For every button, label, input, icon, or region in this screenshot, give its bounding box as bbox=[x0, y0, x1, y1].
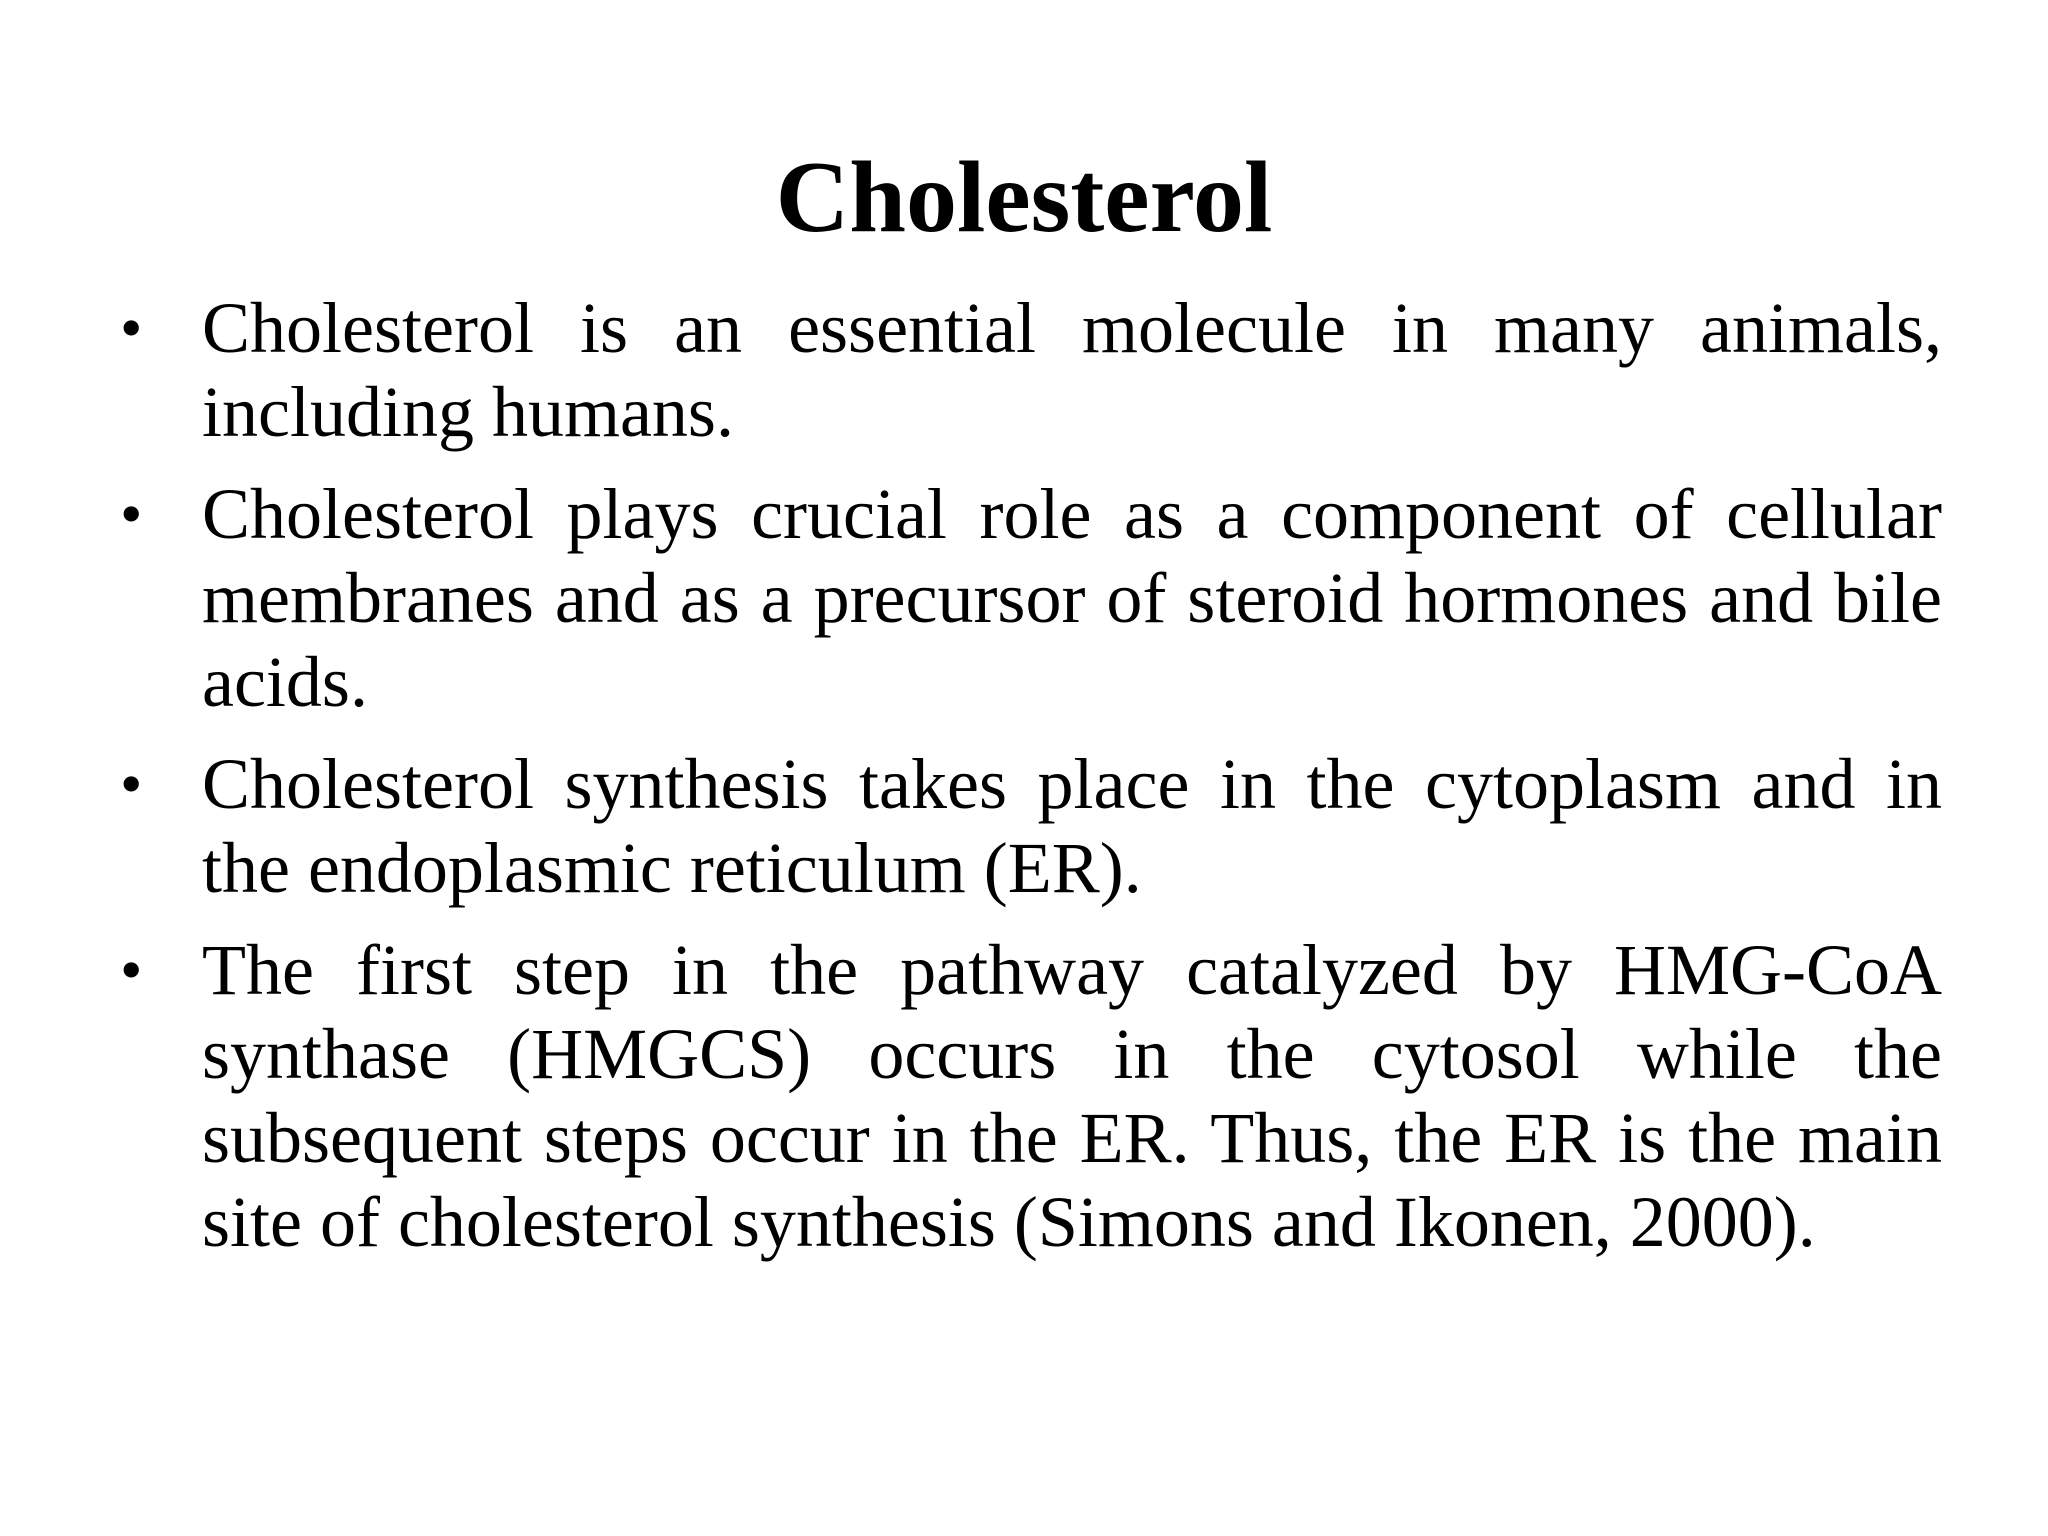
bullet-icon: • bbox=[120, 748, 143, 819]
slide-title: Cholesterol bbox=[775, 141, 1273, 254]
bullet-text: Cholesterol synthesis takes place in the cytoplasm and in the endoplasmic reticulum (ER). bbox=[202, 744, 1942, 908]
bullet-item bbox=[110, 286, 1942, 454]
bullet-icon: • bbox=[120, 478, 143, 549]
bullet-text: Cholesterol plays crucial role as a component of cellular membranes and as a precursor of steroid hormones and bile acids. bbox=[202, 474, 1942, 722]
bullet-text: The first step in the pathway catalyzed by HMG-CoA synthase (HMGCS) occurs in the cytosol while the subsequent steps occur in the ER. Thus, the ER is the main site of cholesterol synthesis (Simons and Ikonen, 2000). bbox=[202, 930, 1942, 1262]
bullet-item bbox=[110, 742, 1942, 910]
bullet-text: Cholesterol is an essential molecule in many animals, including humans. bbox=[202, 288, 1942, 452]
bullet-item bbox=[110, 928, 1942, 1264]
bullet-icon: • bbox=[120, 934, 143, 1005]
bullet-item bbox=[110, 472, 1942, 724]
bullet-icon: • bbox=[120, 292, 143, 363]
bullet-list bbox=[110, 286, 1942, 1282]
